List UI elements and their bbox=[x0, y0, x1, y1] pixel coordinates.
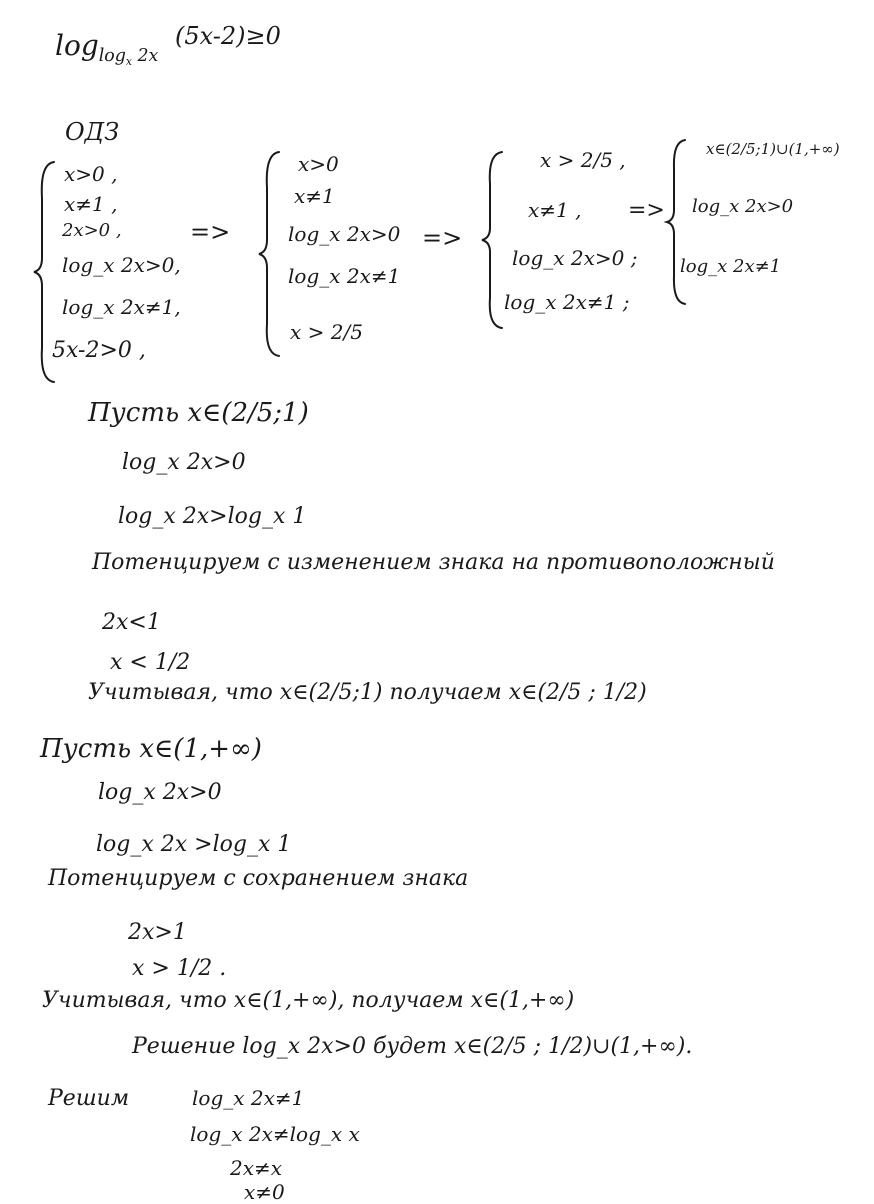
case1-line2: log_x 2x>log_x 1 bbox=[118, 504, 307, 529]
system1-line5: log_x 2x≠1, bbox=[62, 295, 181, 319]
case1-line6: Учитывая, что x∈(2/5;1) получаем x∈(2/5 ; 1/2) bbox=[88, 680, 647, 705]
odz-label: ОДЗ bbox=[65, 118, 120, 146]
system2-line3: log_x 2x>0 bbox=[288, 222, 401, 246]
solve-line1: log_x 2x≠1 bbox=[192, 1086, 305, 1110]
case2-line6: Учитывая, что x∈(1,+∞), получаем x∈(1,+∞) bbox=[42, 988, 575, 1013]
header-base: log bbox=[55, 29, 99, 62]
header-argument: (5x-2)≥0 bbox=[175, 22, 281, 50]
system2-brace bbox=[255, 148, 285, 360]
system3-line1: x > 2/5 , bbox=[540, 148, 626, 172]
implies-arrow-2: => bbox=[422, 224, 463, 252]
system4-brace bbox=[663, 136, 691, 308]
system3-line3: log_x 2x>0 ; bbox=[512, 246, 638, 270]
solve-label: Решим bbox=[48, 1086, 130, 1111]
system1-line4: log_x 2x>0, bbox=[62, 253, 181, 277]
system3-line2: x≠1 , bbox=[528, 198, 582, 222]
system2-line1: x>0 bbox=[298, 152, 339, 176]
system1-line3: 2x>0 , bbox=[62, 220, 122, 241]
system1-line6: 5x-2>0 , bbox=[52, 338, 146, 363]
solve-line3: 2x≠x bbox=[230, 1156, 283, 1180]
header-base-sub: logx 2x bbox=[98, 46, 159, 68]
case2-title: Пусть x∈(1,+∞) bbox=[40, 734, 262, 764]
solution-line: Решение log_x 2x>0 будет x∈(2/5 ; 1/2)∪(1,+∞). bbox=[132, 1034, 693, 1059]
solve-line2: log_x 2x≠log_x x bbox=[190, 1122, 360, 1146]
case2-line1: log_x 2x>0 bbox=[98, 780, 222, 805]
case2-line3: Потенцируем с сохранением знака bbox=[48, 866, 469, 891]
system2-line4: log_x 2x≠1 bbox=[288, 264, 401, 288]
case1-line4: 2x<1 bbox=[102, 610, 161, 635]
system1-line2: x≠1 , bbox=[64, 192, 118, 216]
system2-line2: x≠1 bbox=[294, 184, 335, 208]
system3-line4: log_x 2x≠1 ; bbox=[504, 290, 630, 314]
header-log bbox=[55, 29, 159, 68]
system2-line5: x > 2/5 bbox=[290, 320, 363, 344]
system4-line3: log_x 2x≠1 bbox=[680, 256, 782, 277]
solve-line4: x≠0 bbox=[244, 1180, 285, 1204]
system4-line1: x∈(2/5;1)∪(1,+∞) bbox=[706, 140, 840, 158]
implies-arrow-3: => bbox=[628, 198, 665, 223]
case1-line1: log_x 2x>0 bbox=[122, 450, 246, 475]
case1-line5: x < 1/2 bbox=[110, 650, 191, 675]
case2-line4: 2x>1 bbox=[128, 920, 187, 945]
case2-line2: log_x 2x >log_x 1 bbox=[96, 832, 292, 857]
case2-line5: x > 1/2 . bbox=[132, 956, 227, 981]
system1-line1: x>0 , bbox=[64, 162, 118, 186]
system4-line2: log_x 2x>0 bbox=[692, 196, 794, 217]
implies-arrow-1: => bbox=[190, 218, 231, 246]
case1-title: Пусть x∈(2/5;1) bbox=[88, 398, 309, 428]
case1-line3: Потенцируем с изменением знака на противоположный bbox=[92, 550, 775, 575]
